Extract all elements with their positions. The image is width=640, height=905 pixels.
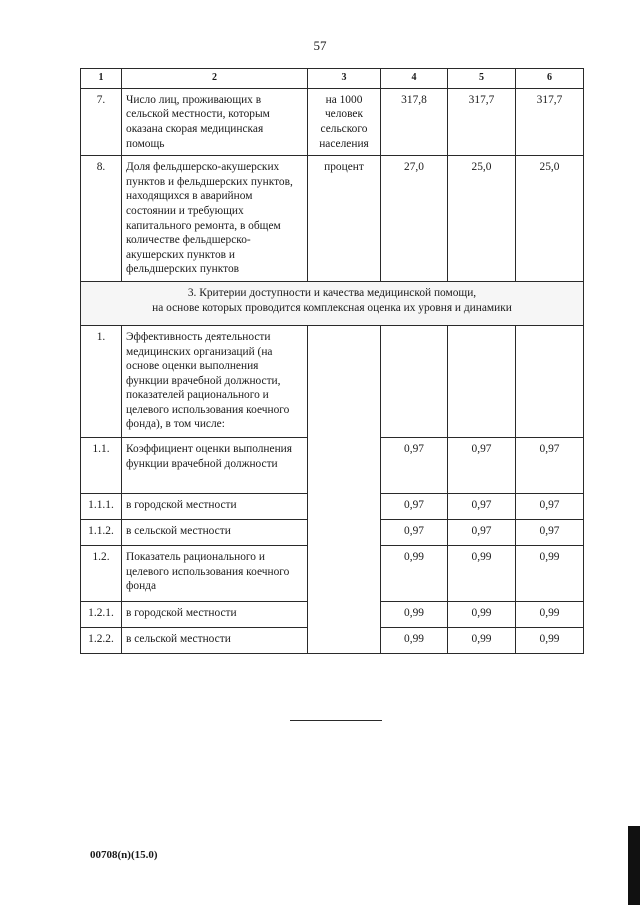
row-value: 0,99 xyxy=(381,627,448,653)
row-indicator: в сельской местности xyxy=(122,519,308,545)
column-header: 1 xyxy=(81,69,122,89)
row-value: 317,7 xyxy=(516,88,584,155)
end-of-document-line xyxy=(290,720,382,721)
scan-edge-shadow xyxy=(628,826,640,905)
criteria-table xyxy=(80,68,584,654)
section-title-line: на основе которых проводится комплексная оценка их уровня и динамики xyxy=(152,301,512,314)
column-header: 4 xyxy=(381,69,448,89)
row-unit: на 1000 человек сельского населения xyxy=(308,88,381,155)
row-value: 0,99 xyxy=(381,545,448,601)
row-indicator: Число лиц, проживающих в сельской местности, которым оказана скорая медицинская помощь xyxy=(122,88,308,155)
row-number: 1.1.1. xyxy=(81,493,122,519)
row-value: 0,97 xyxy=(448,493,516,519)
column-header: 2 xyxy=(122,69,308,89)
row-number: 8. xyxy=(81,156,122,282)
row-indicator: Доля фельдшерско-акушерских пунктов и фельдшерских пунктов, находящихся в аварийном состоянии и требующих капитального ремонта, в общем количестве фельдшерско-акушерских пунктов и фельдшерских пунктов xyxy=(122,156,308,282)
row-value: 0,97 xyxy=(448,437,516,493)
row-value: 0,99 xyxy=(516,627,584,653)
row-value: 0,97 xyxy=(381,437,448,493)
row-number: 1.2. xyxy=(81,545,122,601)
row-value: 0,97 xyxy=(381,493,448,519)
column-header: 5 xyxy=(448,69,516,89)
row-number: 7. xyxy=(81,88,122,155)
row-value: 0,97 xyxy=(516,493,584,519)
row-number: 1.2.1. xyxy=(81,601,122,627)
row-value: 25,0 xyxy=(448,156,516,282)
row-indicator: Коэффициент оценки выполнения функции врачебной должности xyxy=(122,437,308,493)
row-value: 27,0 xyxy=(381,156,448,282)
table-row xyxy=(81,88,584,155)
row-value xyxy=(381,325,448,437)
row-value: 0,97 xyxy=(516,437,584,493)
section-heading xyxy=(81,281,584,325)
row-indicator: Эффективность деятельности медицинских организаций (на основе оценки выполнения функции врачебной должности, показателей рационального и целевого использования коечного фонда), в том числе: xyxy=(122,325,308,437)
row-value: 0,99 xyxy=(516,545,584,601)
section-title-line: 3. Критерии доступности и качества медицинской помощи, xyxy=(187,286,477,299)
table-row xyxy=(81,156,584,282)
column-header: 3 xyxy=(308,69,381,89)
row-value: 0,97 xyxy=(448,519,516,545)
row-value: 0,99 xyxy=(516,601,584,627)
row-value: 0,97 xyxy=(381,519,448,545)
row-indicator: в сельской местности xyxy=(122,627,308,653)
row-unit: процент xyxy=(308,156,381,282)
row-number: 1.1. xyxy=(81,437,122,493)
document-code: 00708(n)(15.0) xyxy=(90,849,158,861)
row-value: 317,7 xyxy=(448,88,516,155)
row-indicator: в городской местности xyxy=(122,601,308,627)
row-number: 1.2.2. xyxy=(81,627,122,653)
row-number: 1. xyxy=(81,325,122,437)
row-value: 25,0 xyxy=(516,156,584,282)
section-row xyxy=(81,281,584,325)
row-value: 0,99 xyxy=(381,601,448,627)
row-value: 0,99 xyxy=(448,545,516,601)
row-value: 0,99 xyxy=(448,627,516,653)
row-value xyxy=(516,325,584,437)
header-row xyxy=(81,69,584,89)
row-value: 0,99 xyxy=(448,601,516,627)
column-header: 6 xyxy=(516,69,584,89)
row-value xyxy=(448,325,516,437)
row-value: 317,8 xyxy=(381,88,448,155)
row-number: 1.1.2. xyxy=(81,519,122,545)
row-value: 0,97 xyxy=(516,519,584,545)
row-indicator: Показатель рационального и целевого использования коечного фонда xyxy=(122,545,308,601)
table-row xyxy=(81,325,584,437)
row-unit-merged xyxy=(308,325,381,653)
row-indicator: в городской местности xyxy=(122,493,308,519)
page-number: 57 xyxy=(313,38,327,53)
